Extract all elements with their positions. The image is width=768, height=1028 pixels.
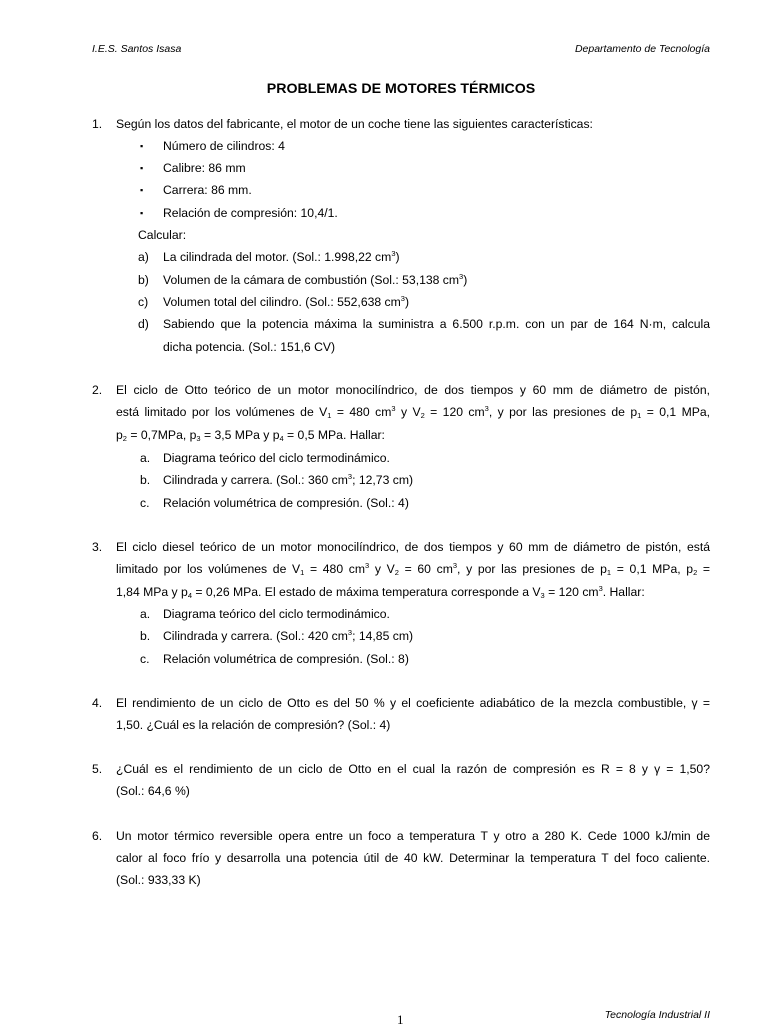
problem-text: 1,84 MPa y $p_4 = 0,26$ MPa. El estado de máxima temperatura corresponde a $V_3 = 120$ $cm^3$. Hallar:	[116, 584, 645, 600]
list-item: Volumen de la cámara de combustión (Sol.: 53,138 $cm^3$)	[163, 272, 468, 287]
list-item: Diagrama teórico del ciclo termodinámico.	[163, 607, 390, 621]
problem-text: El ciclo de Otto teórico de un motor monocilíndrico, de dos tiempos y 60 mm de diámetro de pistón,	[116, 383, 710, 397]
problem-text: está limitado por los volúmenes de $V_1 = 480$ $cm^3$ y $V_2 = 120$ $cm^3$, y por las presiones de $p_1 = 0,1$ MPa,	[116, 404, 711, 420]
problem-text: (Sol.: 933,33 K)	[116, 873, 201, 887]
item-letter: c)	[138, 295, 149, 309]
item-letter: c.	[140, 652, 150, 666]
item-letter: a)	[138, 250, 149, 264]
problem-number: 4.	[92, 696, 103, 710]
bullet-icon: ▪	[140, 141, 144, 151]
problem-text: (Sol.: 64,6 %)	[116, 784, 190, 798]
problem-text: ¿Cuál es el rendimiento de un ciclo de Otto en el cual la razón de compresión es R = 8 y γ = 1,50?	[116, 762, 710, 776]
problem-number: 6.	[92, 829, 103, 843]
bullet-icon: ▪	[140, 208, 144, 218]
list-item-cont: dicha potencia. (Sol.: 151,6 CV)	[163, 340, 336, 354]
problem-text: El rendimiento de un ciclo de Otto es del 50 % y el coeficiente adiabático de la mezcla combustible, γ =	[116, 696, 710, 710]
item-letter: a.	[140, 607, 151, 621]
item-letter: a.	[140, 451, 151, 465]
problem-text: Un motor térmico reversible opera entre un foco a temperatura T y otro a 280 K. Cede 1000 kJ/min de	[116, 829, 710, 843]
list-item: Relación volumétrica de compresión. (Sol.: 4)	[163, 496, 409, 510]
list-item: Diagrama teórico del ciclo termodinámico.	[163, 451, 390, 465]
problem-number: 3.	[92, 540, 103, 554]
header-school: I.E.S. Santos Isasa	[92, 43, 182, 55]
header-department: Departamento de Tecnología	[574, 43, 710, 55]
calc-label: Calcular:	[138, 228, 187, 242]
problem-text: limitado por los volúmenes de $V_1 = 480$ $cm^3$ y $V_2 = 60$ $cm^3$, y por las presiones de $p_1 = 0,1$ MPa, $p_2$ =	[116, 561, 711, 577]
problem-text: Según los datos del fabricante, el motor de un coche tiene las siguientes características:	[116, 117, 593, 131]
list-item: Relación de compresión: 10,4/1.	[163, 206, 338, 220]
problem-number: 5.	[92, 762, 103, 776]
footer-subject: Tecnología Industrial II	[604, 1009, 710, 1021]
list-item: Carrera: 86 mm.	[163, 183, 252, 197]
page-number: 1	[397, 1012, 404, 1027]
problem-text: 1,50. ¿Cuál es la relación de compresión? (Sol.: 4)	[116, 718, 391, 732]
list-item: Volumen total del cilindro. (Sol.: 552,638 $cm^3$)	[163, 294, 410, 309]
item-letter: b.	[140, 629, 151, 643]
problem-number: 1.	[92, 117, 103, 131]
list-item: Sabiendo que la potencia máxima la suministra a 6.500 r.p.m. con un par de 164 N·m, calcula	[163, 317, 710, 331]
list-item: Calibre: 86 mm	[163, 161, 246, 175]
item-letter: b.	[140, 473, 151, 487]
bullet-icon: ▪	[140, 185, 144, 195]
bullet-icon: ▪	[140, 163, 144, 173]
list-item: La cilindrada del motor. (Sol.: 1.998,22 $cm^3$)	[163, 249, 400, 264]
list-item: Relación volumétrica de compresión. (Sol.: 8)	[163, 652, 409, 666]
page-title: PROBLEMAS DE MOTORES TÉRMICOS	[266, 81, 536, 97]
problem-text: $p_2 = 0,7MPa$, $p_3 = 3,5$ MPa y $p_4 = 0,5$ MPa. Hallar:	[116, 428, 385, 443]
item-letter: d)	[138, 317, 149, 331]
item-letter: b)	[138, 273, 149, 287]
list-item: Cilindrada y carrera. (Sol.: 420 $cm^3$; 14,85 cm)	[163, 628, 414, 643]
problem-text: El ciclo diesel teórico de un motor monocilíndrico, de dos tiempos y 60 mm de diámetro de pistón, está	[116, 540, 710, 554]
problem-number: 2.	[92, 383, 103, 397]
list-item: Número de cilindros: 4	[163, 139, 285, 153]
list-item: Cilindrada y carrera. (Sol.: 360 $cm^3$; 12,73 cm)	[163, 472, 414, 487]
problem-text: calor al foco frío y desarrolla una potencia útil de 40 kW. Determinar la temperatura T del foco caliente.	[116, 851, 710, 865]
item-letter: c.	[140, 496, 150, 510]
